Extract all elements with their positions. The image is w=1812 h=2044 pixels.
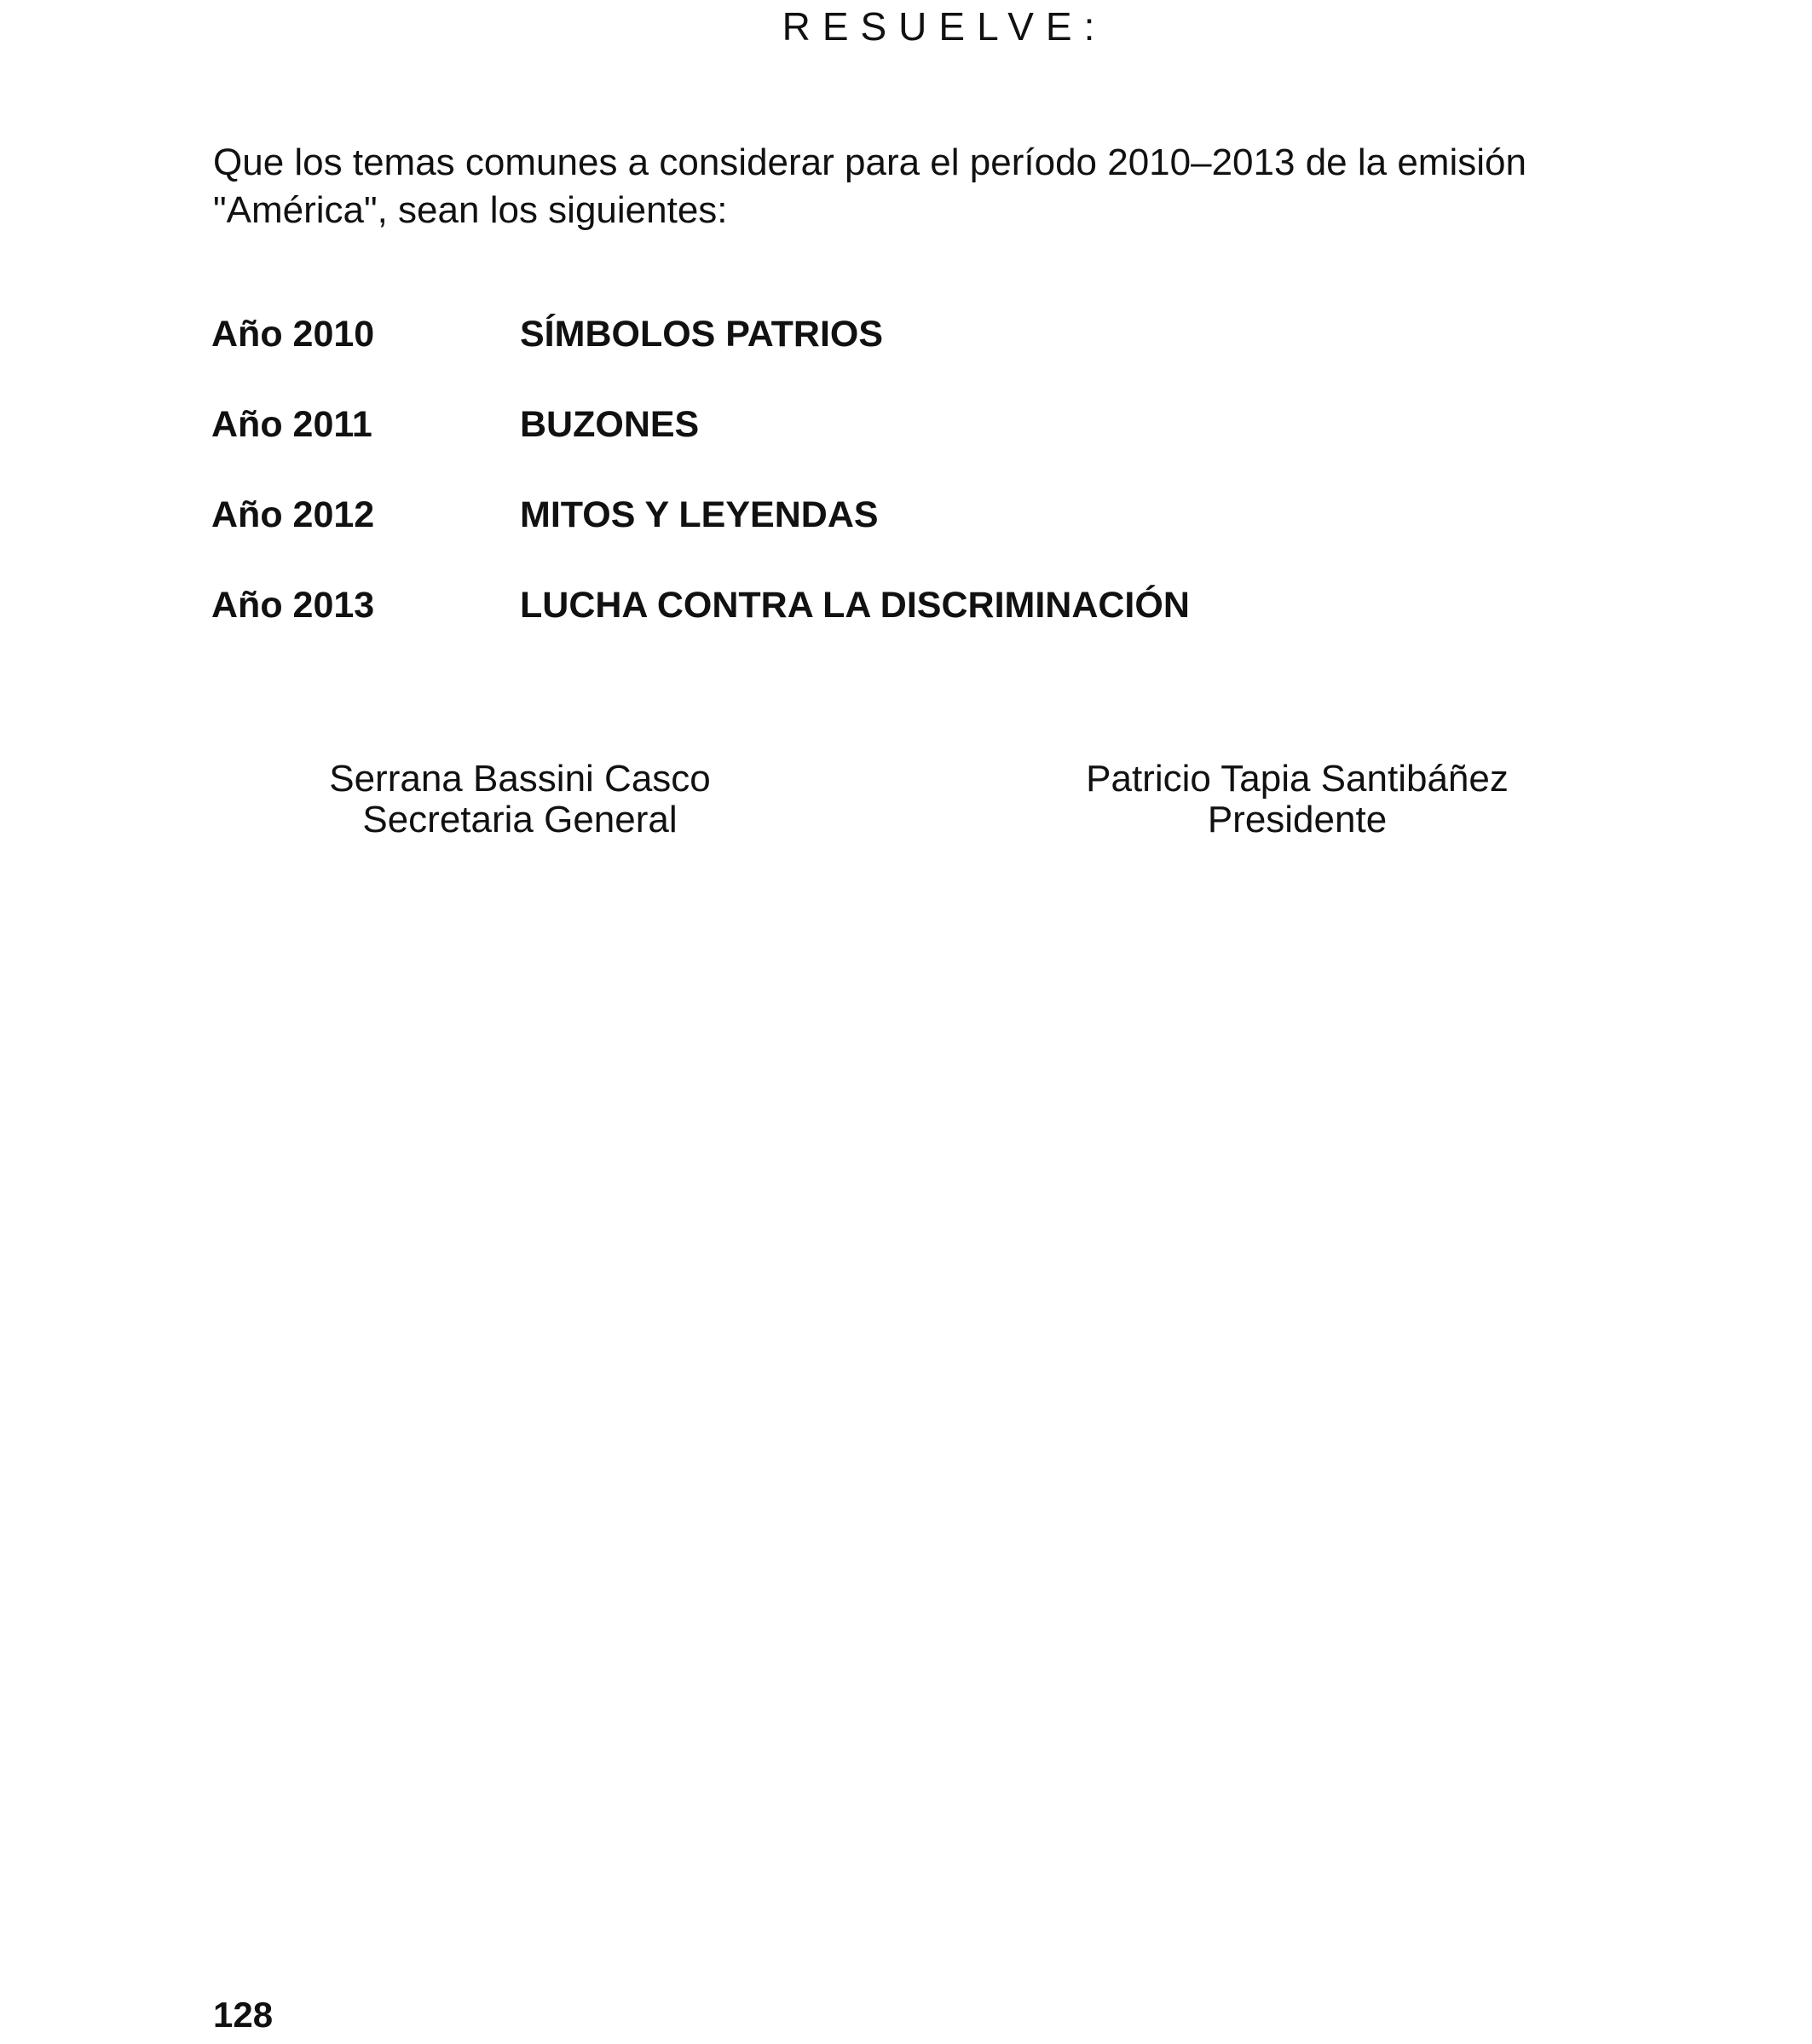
theme-row <box>211 494 1490 585</box>
theme-row <box>211 585 1490 675</box>
intro-paragraph: Que los temas comunes a considerar para el período 2010–2013 de la emisión "América", sean los siguientes: <box>213 141 1526 231</box>
theme-name: MITOS Y LEYENDAS <box>520 494 879 535</box>
theme-name: SÍMBOLOS PATRIOS <box>520 314 884 355</box>
signatory-secretary <box>222 759 818 840</box>
signatory-title: Secretaria General <box>362 799 678 840</box>
theme-year: Año 2012 <box>211 494 375 535</box>
themes-list <box>211 314 1490 675</box>
theme-row <box>211 404 1490 494</box>
theme-year: Año 2013 <box>211 585 375 626</box>
page-number: 128 <box>213 1995 274 2035</box>
resolution-heading: RESUELVE: <box>782 4 1107 49</box>
signatory-president <box>999 759 1596 840</box>
signatory-name: Patricio Tapia Santibáñez <box>1086 758 1509 800</box>
signatory-title: Presidente <box>1207 799 1388 840</box>
theme-name: BUZONES <box>520 404 700 445</box>
theme-row <box>211 314 1490 404</box>
theme-year: Año 2011 <box>211 404 372 445</box>
signatory-name: Serrana Bassini Casco <box>329 758 711 800</box>
theme-name: LUCHA CONTRA LA DISCRIMINACIÓN <box>520 585 1190 626</box>
theme-year: Año 2010 <box>211 314 375 355</box>
